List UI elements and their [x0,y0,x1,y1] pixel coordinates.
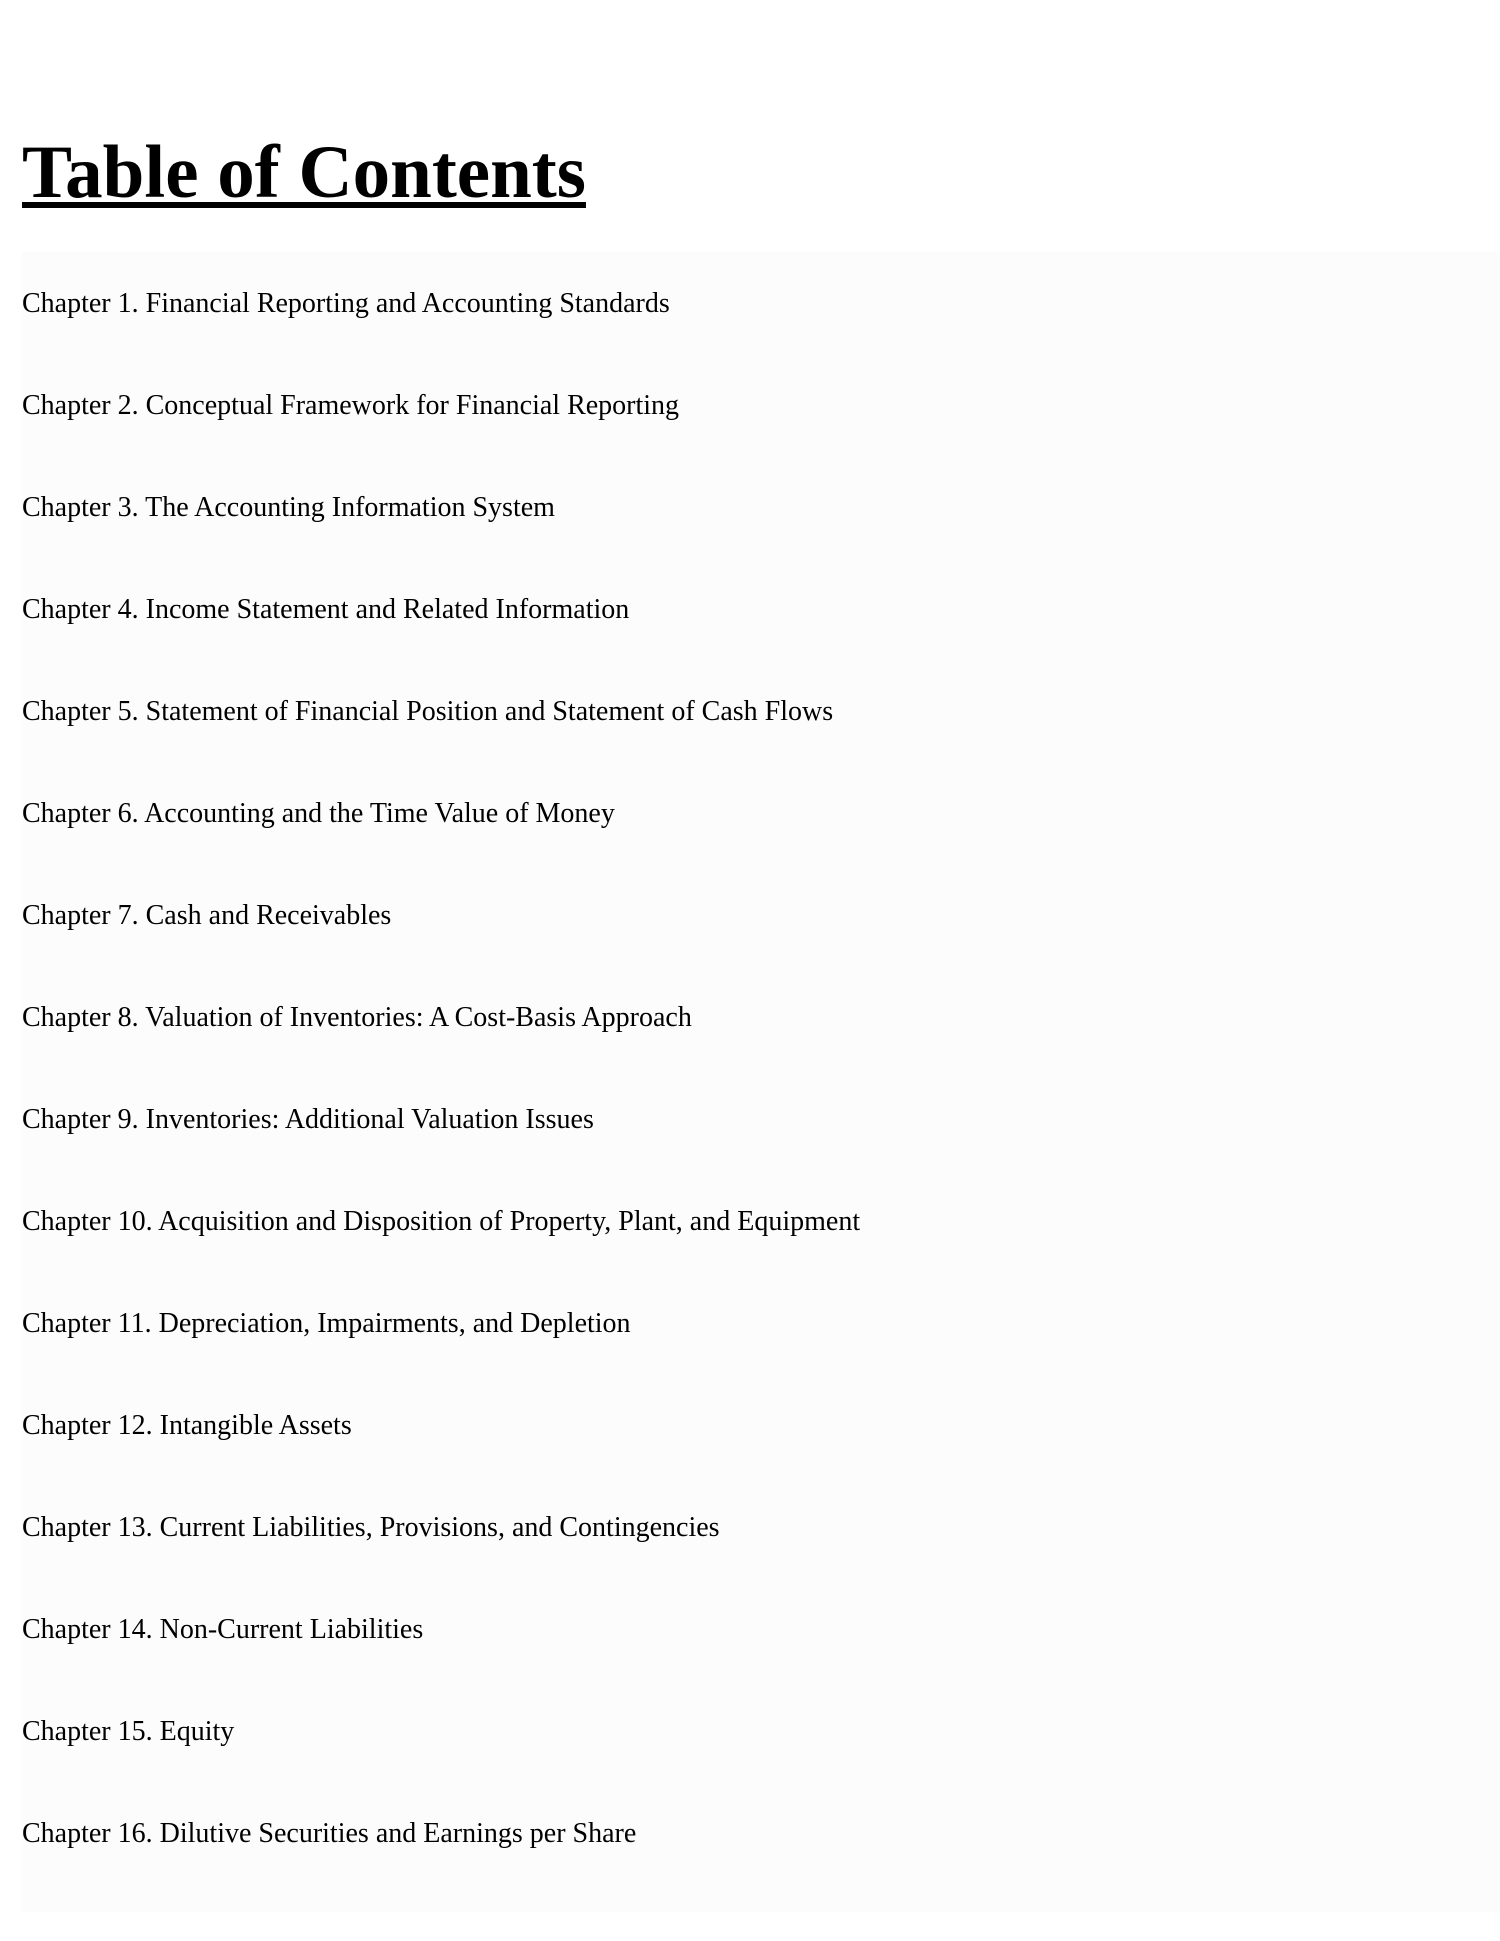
toc-chapter-7[interactable]: Chapter 7. Cash and Receivables [22,900,392,931]
toc-chapter-10[interactable]: Chapter 10. Acquisition and Disposition of Property, Plant, and Equipment [22,1206,861,1237]
table-of-contents-list [22,252,1500,1912]
toc-chapter-15[interactable]: Chapter 15. Equity [22,1716,235,1747]
toc-chapter-3[interactable]: Chapter 3. The Accounting Information System [22,492,555,523]
toc-chapter-13[interactable]: Chapter 13. Current Liabilities, Provisions, and Contingencies [22,1512,720,1543]
toc-chapter-6[interactable]: Chapter 6. Accounting and the Time Value of Money [22,798,615,829]
toc-chapter-12[interactable]: Chapter 12. Intangible Assets [22,1410,352,1441]
page-title: Table of Contents [22,131,586,214]
toc-chapter-14[interactable]: Chapter 14. Non-Current Liabilities [22,1614,424,1645]
toc-chapter-4[interactable]: Chapter 4. Income Statement and Related Information [22,594,630,625]
toc-chapter-16[interactable]: Chapter 16. Dilutive Securities and Earnings per Share [22,1818,637,1849]
toc-chapter-2[interactable]: Chapter 2. Conceptual Framework for Financial Reporting [22,390,680,421]
toc-chapter-5[interactable]: Chapter 5. Statement of Financial Position and Statement of Cash Flows [22,696,834,727]
toc-chapter-11[interactable]: Chapter 11. Depreciation, Impairments, and Depletion [22,1308,631,1339]
toc-chapter-9[interactable]: Chapter 9. Inventories: Additional Valuation Issues [22,1104,594,1135]
toc-chapter-8[interactable]: Chapter 8. Valuation of Inventories: A Cost-Basis Approach [22,1002,692,1033]
toc-chapter-1[interactable]: Chapter 1. Financial Reporting and Accounting Standards [22,288,670,319]
